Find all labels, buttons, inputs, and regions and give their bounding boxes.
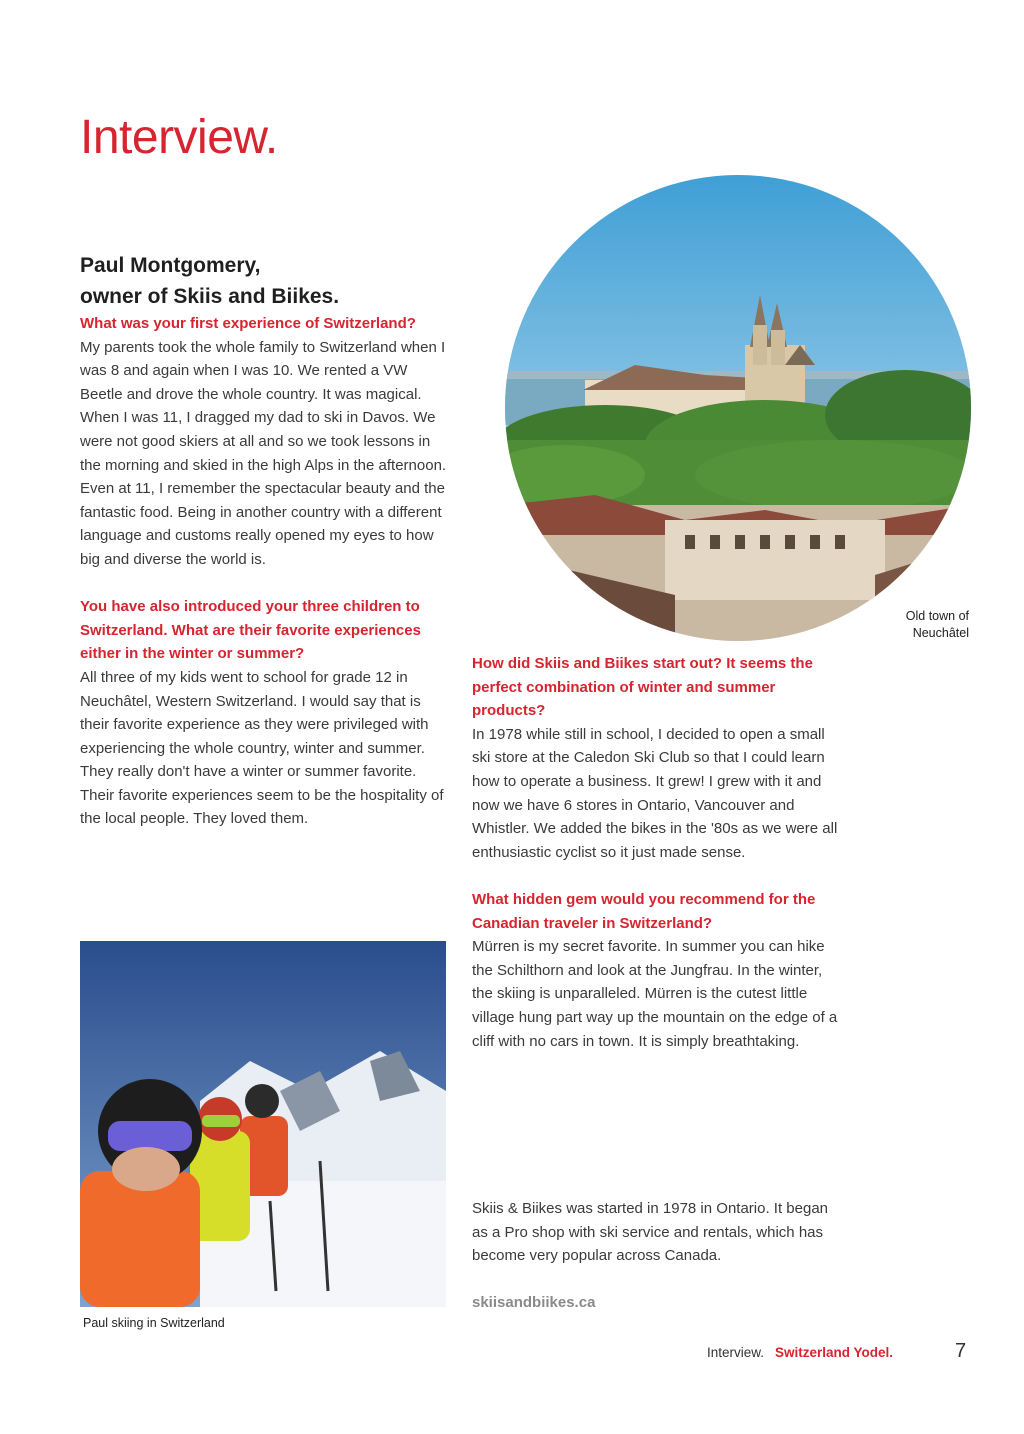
- neuchatel-caption: [849, 608, 969, 642]
- right-column: [472, 652, 844, 1053]
- answer-children: All three of my kids went to school for grade 12 in Neuchâtel, Western Switzerland. I would say that is their favorite experience as they were privileged with experiencing the whole country, winter and summer. They really don't have a winter or summer favorite. Their favorite experiences seem to be the hospitality of the local people. They loved them.: [80, 668, 444, 828]
- ski-illustration: [80, 941, 446, 1307]
- answer-hidden-gem: Mürren is my secret favorite. In summer you can hike the Schilthorn and look at the Jungfrau. In the winter, the skiing is unparalleled. Mürren is the cutest little village hung part way up the mountain on the edge of a cliff with no cars in town. It is simply breathtaking.: [472, 938, 838, 1050]
- question-children: You have also introduced your three children to Switzerland. What are their favorite experiences either in the winter or summer?: [80, 598, 421, 663]
- question-first-experience: What was your first experience of Switzerland?: [80, 315, 416, 332]
- answer-first-experience: My parents took the whole family to Switzerland when I was 8 and again when I was 10. We rented a VW Beetle and drove the whole country. It was magical. When I was 11, I dragged my dad to ski in Davos. We were not good skiers at all and so we took lessons in the morning and skied in the high Alps in the afternoon. Even at 11, I remember the spectacular beauty and the fantastic food. Being in another country with a different language and customs really opened my eyes to how big and diverse the world is.: [80, 338, 447, 568]
- page-footer: [0, 1340, 1024, 1375]
- left-column: [80, 250, 450, 831]
- caption-line: Neuchâtel: [912, 626, 969, 640]
- subject-title: owner of Skiis and Biikes.: [80, 285, 340, 308]
- neuchatel-photo: [505, 175, 971, 641]
- page-number: 7: [955, 1340, 967, 1362]
- subject-name: Paul Montgomery,: [80, 254, 261, 277]
- about-text: Skiis & Biikes was started in 1978 in Ontario. It began as a Pro shop with ski service and rentals, which has become very popular across Canada.: [472, 1200, 829, 1265]
- page-title: Interview.: [80, 111, 278, 164]
- answer-start-out: In 1978 while still in school, I decided to open a small ski store at the Caledon Ski Club so that I could learn how to operate a business. It grew! I grew with it and now we have 6 stores in Ontario, Vancouver and Whistler. We added the bikes in the '80s as we were all enthusiastic cyclist so it just made sense.: [472, 725, 838, 861]
- question-hidden-gem: What hidden gem would you recommend for the Canadian traveler in Switzerland?: [472, 890, 816, 932]
- footer-brand: Switzerland Yodel.: [775, 1345, 894, 1360]
- website-link[interactable]: skiisandbiikes.ca: [472, 1294, 596, 1311]
- neuchatel-illustration: [505, 175, 971, 641]
- ski-photo: [80, 941, 446, 1307]
- question-start-out: How did Skiis and Biikes start out? It seems the perfect combination of winter and summer products?: [472, 655, 813, 720]
- ski-caption: Paul skiing in Switzerland: [83, 1316, 225, 1330]
- footer-section: Interview.: [707, 1345, 765, 1360]
- caption-line: Old town of: [905, 609, 969, 623]
